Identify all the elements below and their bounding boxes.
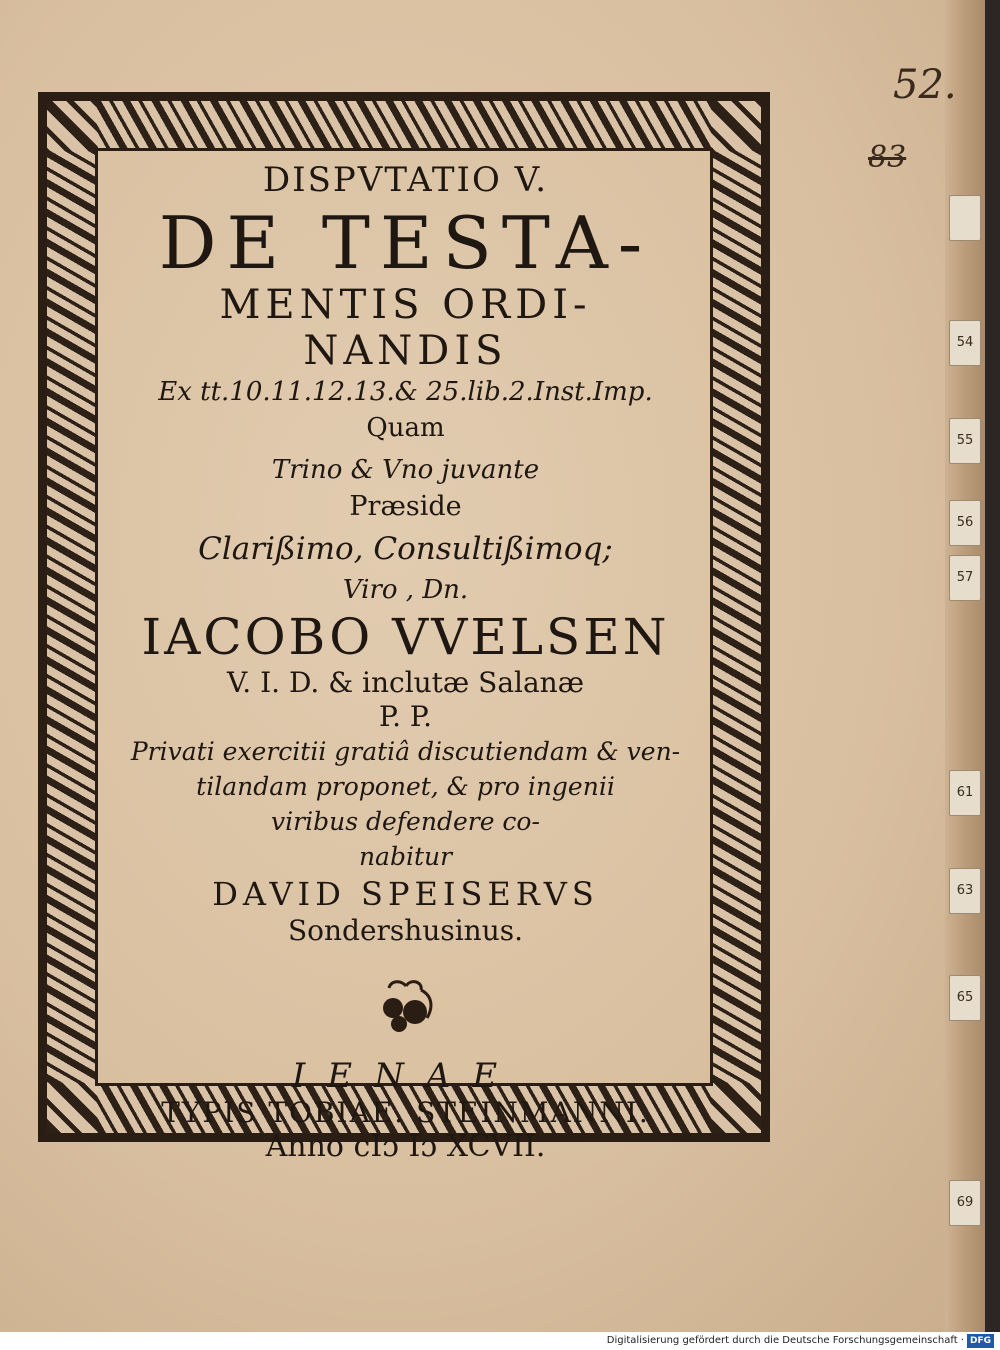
index-tab xyxy=(949,195,981,241)
digitization-footer xyxy=(0,1332,1000,1350)
index-tab: 55 xyxy=(949,418,981,464)
index-tab: 54 xyxy=(949,320,981,366)
quam-text: Quam xyxy=(366,413,445,443)
handwritten-page-number: 52. xyxy=(893,62,957,108)
source-reference: Ex tt.10.11.12.13.& 25.lib.2.Inst.Imp. xyxy=(158,377,653,407)
footer-text: Digitalisierung gefördert durch die Deutsche Forschungsgemeinschaft · xyxy=(606,1335,964,1346)
title-line-3: NANDIS xyxy=(303,328,508,374)
title-block xyxy=(118,150,693,1164)
index-tab: 56 xyxy=(949,500,981,546)
imprint-place: IENAE xyxy=(291,1056,520,1096)
dfg-logo-icon: DFG xyxy=(967,1334,994,1348)
praeses-name: IACOBO VVELSEN xyxy=(141,608,670,666)
purpose-line: tilandam proponet, & pro ingenii xyxy=(196,772,615,801)
imprint-year: Anno cIɔ Iɔ XCVII. xyxy=(265,1129,546,1164)
index-tab: 69 xyxy=(949,1180,981,1226)
handwritten-struck-number: 83 xyxy=(868,140,907,175)
title-line-2: MENTIS ORDI- xyxy=(219,282,592,328)
praeside-text: Præside xyxy=(349,491,462,522)
imprint-printer: TYPIS TOBIAE. STEINMANNI. xyxy=(161,1096,650,1129)
index-tab: 65 xyxy=(949,975,981,1021)
fleuron-ornament-icon xyxy=(371,978,441,1038)
title-line-1: DE TESTA- xyxy=(158,201,653,285)
index-tab: 57 xyxy=(949,555,981,601)
index-tab: 63 xyxy=(949,868,981,914)
respondent-origin: Sondershusinus. xyxy=(287,914,524,947)
respondent-name: DAVID SPEISERVS xyxy=(212,875,599,913)
viro-text: Viro , Dn. xyxy=(342,575,469,605)
purpose-line: Privati exercitii gratiâ discutiendam & ven- xyxy=(130,737,681,766)
purpose-line: viribus defendere co- xyxy=(271,807,540,836)
honorific: Clarißimo, Consultißimoq; xyxy=(198,531,613,567)
index-tab: 61 xyxy=(949,770,981,816)
purpose-line: nabitur xyxy=(358,842,453,871)
praeses-pp: P. P. xyxy=(378,700,433,733)
disputation-number: DISPVTATIO V. xyxy=(262,160,549,200)
invocation: Trino & Vno juvante xyxy=(271,455,540,485)
praeses-title: V. I. D. & inclutæ Salanæ xyxy=(226,666,585,699)
